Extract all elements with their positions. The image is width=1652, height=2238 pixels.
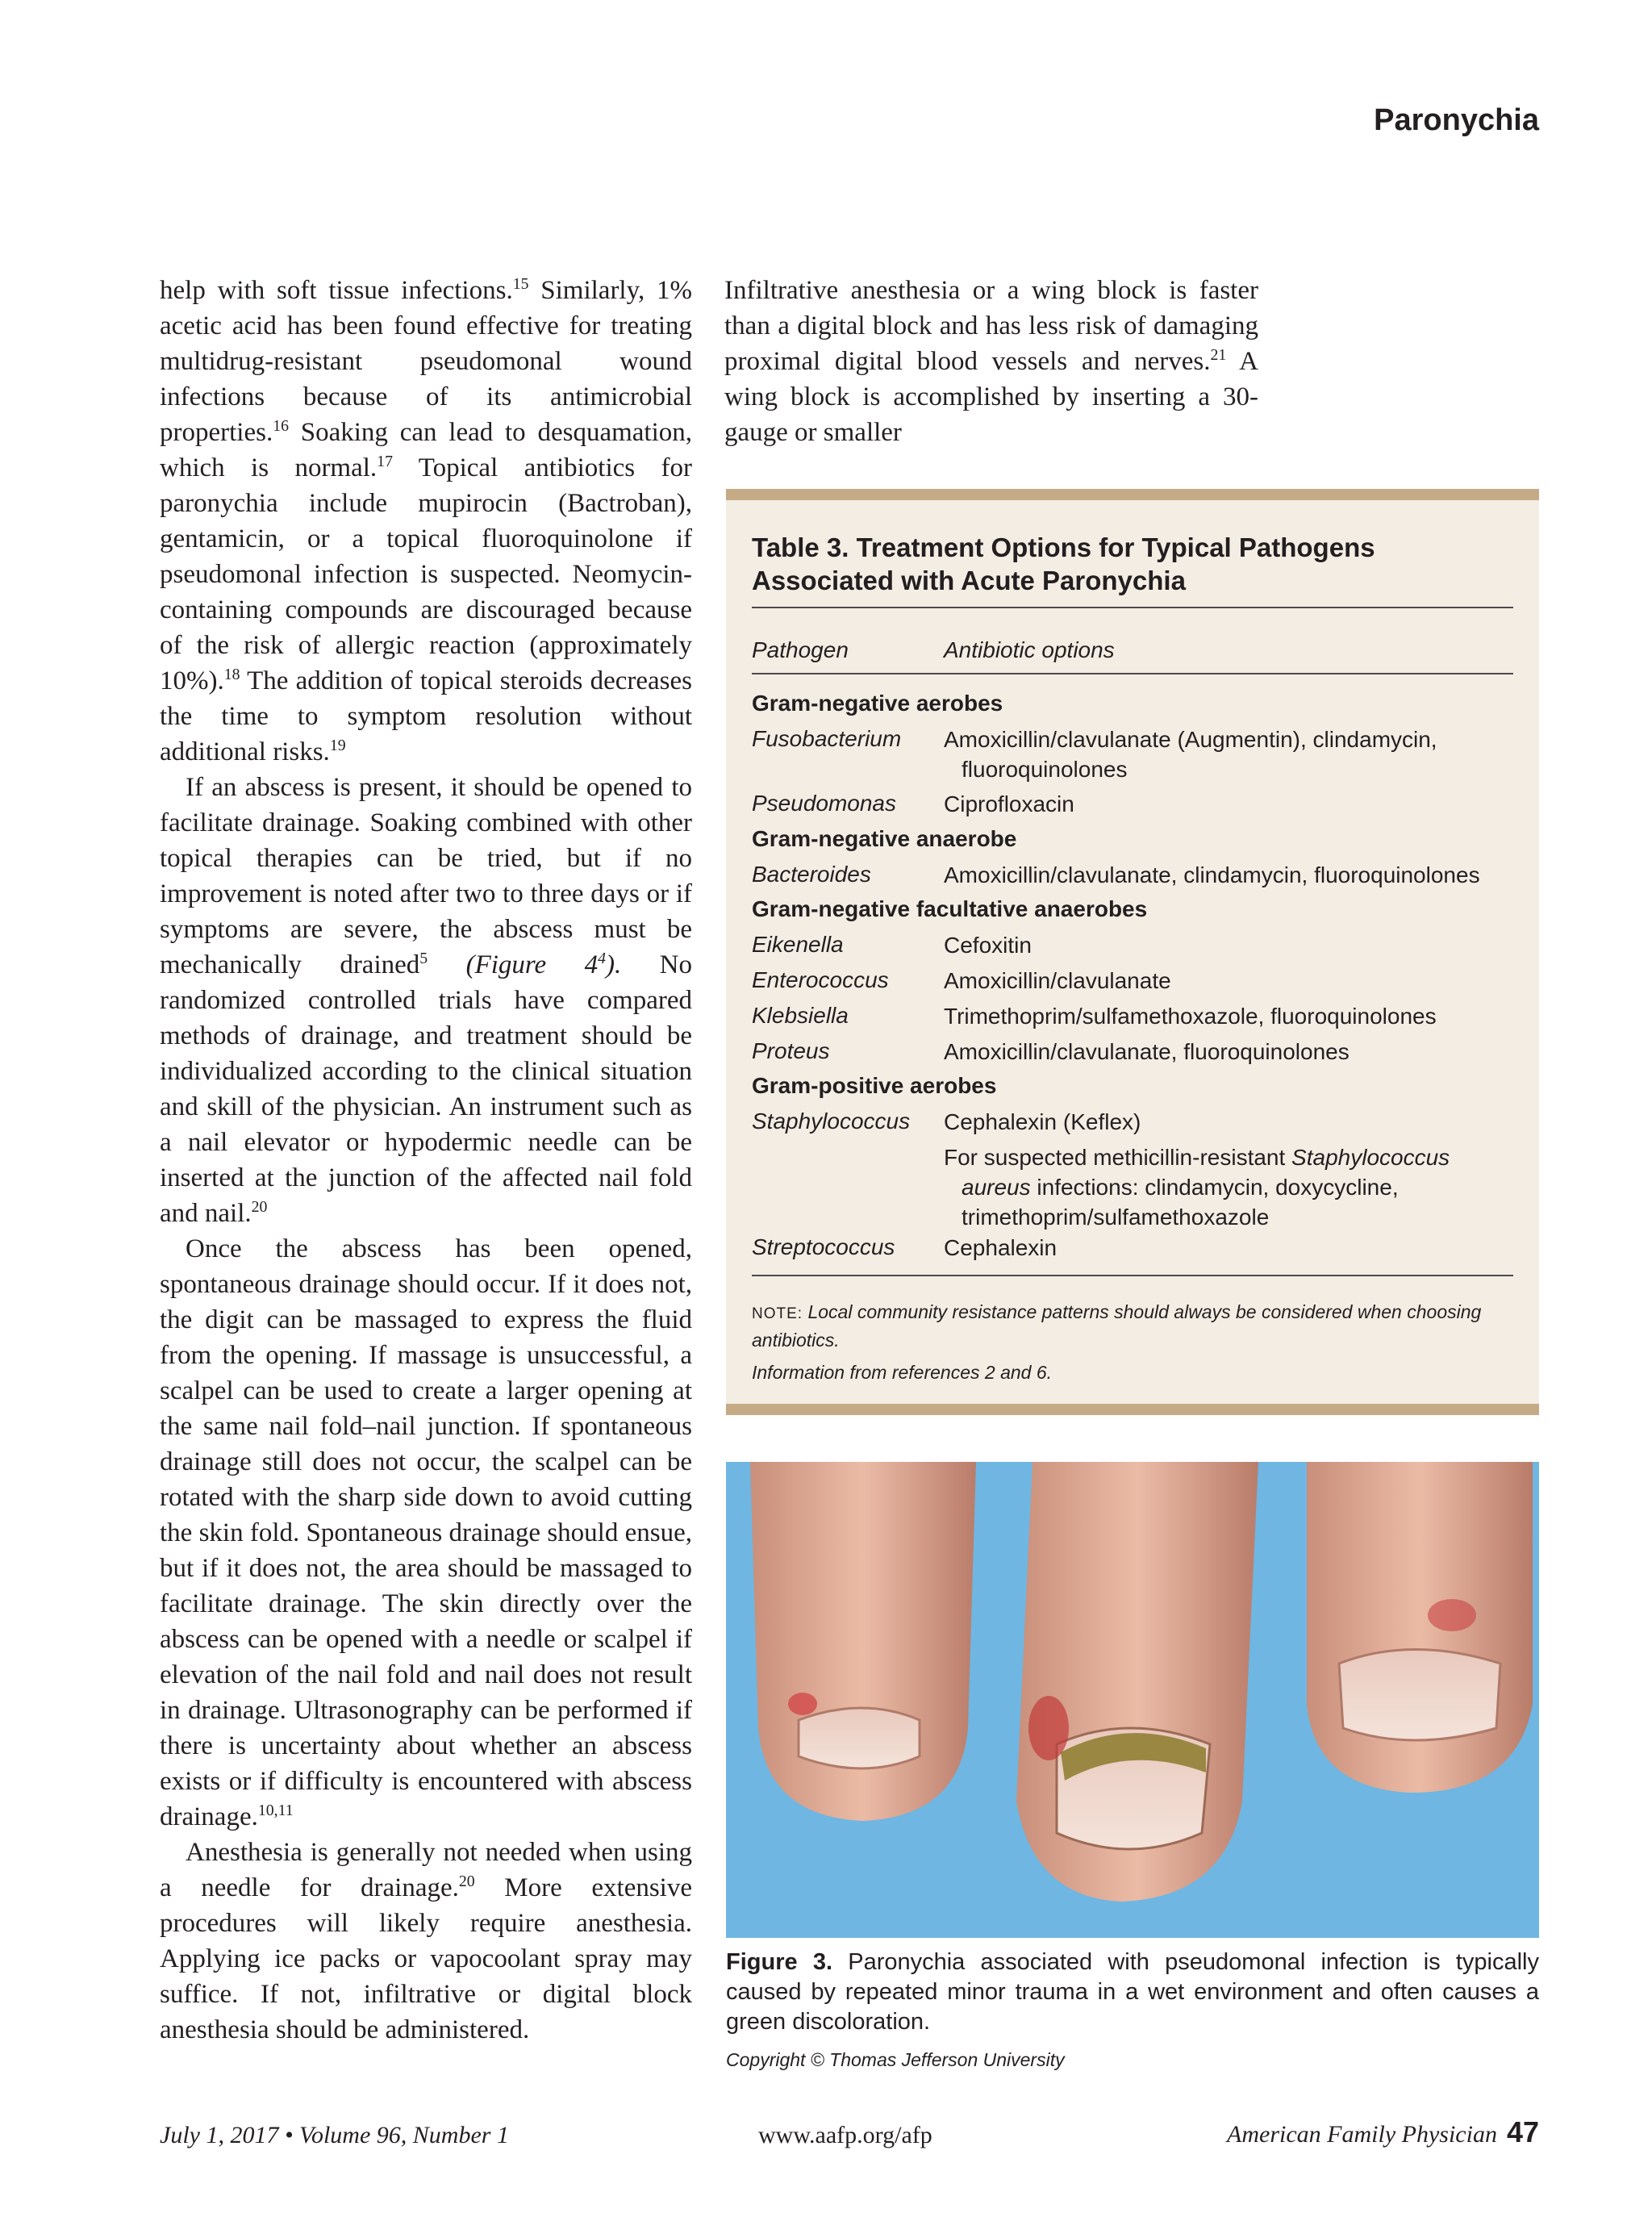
reference-superscript: 4	[598, 950, 606, 967]
table-pathogen: Proteus	[752, 1038, 830, 1063]
text-run: The addition of topical steroids decreases the time to symptom resolution without additional risks.	[160, 666, 692, 766]
paragraph-5	[724, 273, 1258, 450]
figure-reference-text: (Figure 4	[428, 950, 599, 979]
text-run: No randomized controlled trials have compared methods of drainage, and treatment should be individualized according to the clinical situation and skill of the physician. An instrument such as a nail elevator or hypodermic needle can be inserted at the junction of the affected nail fold and nail.	[160, 950, 692, 1228]
table-pathogen: Klebsiella	[752, 1003, 849, 1028]
text-run: A wing block is accomplished by inserting a 30-gauge or smaller	[724, 347, 1258, 447]
table-rule-top	[752, 607, 1513, 608]
antibiotic-line: For suspected methicillin-resistant	[944, 1145, 1292, 1170]
antibiotic-line: infections: clindamycin, doxycycline,	[1030, 1175, 1399, 1200]
table-pathogen: Bacteroides	[752, 862, 871, 887]
reference-superscript: 17	[377, 453, 393, 470]
table-note	[752, 1299, 1513, 1353]
text-run: Soaking can lead to desquamation, which is normal.	[160, 418, 692, 482]
finger-right	[1307, 1462, 1533, 1793]
reference-superscript: 5	[419, 950, 428, 967]
table-header-pathogen: Pathogen	[752, 637, 849, 662]
paragraph-4	[160, 1835, 692, 2048]
reference-superscript: 10,11	[257, 1802, 294, 1819]
paragraph-1	[160, 273, 692, 770]
table-pathogen: Eikenella	[752, 932, 844, 957]
table-group-heading: Gram-negative facultative anaerobes	[752, 896, 1148, 921]
page-number: 47	[1506, 2115, 1539, 2148]
table-antibiotic-cell: Amoxicillin/clavulanate, clindamycin, fluoroquinolones	[944, 862, 1480, 887]
table-group-heading: Gram-positive aerobes	[752, 1073, 997, 1098]
footer-url: www.aafp.org/afp	[758, 2122, 932, 2148]
text-run: Anesthesia is generally not needed when using a needle for drainage.	[160, 1838, 692, 1902]
figure-copyright: Copyright © Thomas Jefferson University	[726, 2049, 1065, 2070]
table-antibiotic-cell: Trimethoprim/sulfamethoxazole, fluoroquinolones	[944, 1004, 1437, 1029]
table-antibiotic-cell: Ciprofloxacin	[944, 791, 1074, 816]
table-group-heading: Gram-negative anaerobe	[752, 826, 1017, 851]
nail-left	[799, 1708, 920, 1768]
note-text: Local community resistance patterns should always be considered when choosing antibiotics.	[752, 1301, 1482, 1351]
table-antibiotic-cell: Amoxicillin/clavulanate, fluoroquinolones	[944, 1039, 1350, 1064]
antibiotic-line: Amoxicillin/clavulanate (Augmentin), clindamycin,	[944, 727, 1437, 752]
footer-journal	[1227, 2115, 1539, 2149]
table-group-heading: Gram-negative aerobes	[752, 691, 1003, 716]
table-pathogen: Staphylococcus	[752, 1109, 911, 1134]
nail-right	[1339, 1650, 1500, 1741]
note-label: NOTE:	[752, 1305, 803, 1322]
inflammation-left	[788, 1693, 817, 1715]
journal-name: American Family Physician	[1227, 2121, 1497, 2148]
reference-superscript: 20	[251, 1198, 268, 1216]
inflammation-middle	[1028, 1696, 1069, 1760]
reference-superscript: 20	[458, 1873, 475, 1890]
figure-caption	[726, 1948, 1539, 2037]
paragraph-3	[160, 1231, 692, 1835]
table-source: Information from references 2 and 6.	[752, 1362, 1053, 1383]
table-3-box	[726, 489, 1539, 1415]
reference-superscript: 15	[512, 275, 529, 293]
table-antibiotic-cell-mrsa	[944, 1142, 1508, 1232]
table-antibiotic-cell: Amoxicillin/clavulanate	[944, 968, 1171, 993]
reference-superscript: 18	[223, 666, 240, 683]
table-antibiotic-cell	[944, 724, 1508, 784]
table-rule-header	[752, 673, 1513, 674]
footer-issue-info: July 1, 2017 • Volume 96, Number 1	[160, 2122, 509, 2148]
figure-3-photo	[726, 1462, 1539, 1938]
reference-superscript: 16	[273, 417, 289, 435]
figure-reference-text: ).	[605, 950, 622, 979]
organism-name: Staphylococcus	[1291, 1145, 1450, 1170]
text-run: More extensive procedures will likely require anesthesia. Applying ice packs or vapocoolant spray may suffice. If not, infiltrative or digital block anesthesia should be administered.	[160, 1873, 692, 2044]
fingers-illustration	[726, 1462, 1539, 1938]
figure-caption-text: Paronychia associated with pseudomonal infection is typically caused by repeated minor trauma in a wet environment and often causes a green discoloration.	[726, 1949, 1539, 2035]
table-header-antibiotic-options: Antibiotic options	[944, 637, 1115, 662]
reference-superscript: 19	[329, 737, 346, 754]
table-antibiotic-cell: Cefoxitin	[944, 933, 1032, 958]
body-text-left-column	[160, 273, 692, 2048]
text-run: Topical antibiotics for paronychia include mupirocin (Bactroban), gentamicin, or a topical fluoroquinolone if pseudomonal infection is suspected. Neomycin-containing compounds are discouraged because of the risk of allergic reaction (approximately 10%).	[160, 453, 692, 695]
text-run: Once the abscess has been opened, spontaneous drainage should occur. If it does not, the digit can be massaged to express the fluid from the opening. If massage is unsuccessful, a scalpel can be used to create a larger opening at the same nail fold–nail junction. If spontaneous drainage still does not occur, the scalpel can be rotated with the sharp side down to avoid cutting the skin fold. Spontaneous drainage should ensue, but if it does not, the area should be massaged to facilitate drainage. The skin directly over the abscess can be opened with a needle or scalpel if elevation of the nail fold and nail does not result in drainage. Ultrasonography can be performed if there is uncertainty about whether an abscess exists or if difficulty is encountered with abscess drainage.	[160, 1234, 692, 1831]
figure-reference	[428, 950, 621, 979]
body-text-right-column	[724, 273, 1258, 450]
table-title: Table 3. Treatment Options for Typical Pathogens Associated with Acute Paronychia	[752, 532, 1375, 595]
antibiotic-line: fluoroquinolones	[962, 757, 1128, 782]
table-antibiotic-cell: Cephalexin (Keflex)	[944, 1109, 1141, 1134]
paragraph-2	[160, 770, 692, 1231]
text-run: help with soft tissue infections.	[160, 276, 513, 305]
text-run: If an abscess is present, it should be opened to facilitate drainage. Soaking combined with other topical therapies can be tried, but if no improvement is noted after two to three days or if symptoms are severe, the abscess must be mechanically drained	[160, 773, 692, 979]
text-run: Infiltrative anesthesia or a wing block is faster than a digital block and has less risk of damaging proximal digital blood vessels and nerves.	[724, 276, 1258, 376]
reference-superscript: 21	[1210, 346, 1227, 364]
antibiotic-line: trimethoprim/sulfamethoxazole	[962, 1205, 1270, 1230]
running-head: Paronychia	[1374, 103, 1539, 137]
table-rule-bottom	[752, 1275, 1513, 1276]
table-pathogen: Streptococcus	[752, 1234, 895, 1259]
table-pathogen: Fusobacterium	[752, 726, 902, 751]
figure-label: Figure 3.	[726, 1949, 833, 1975]
table-antibiotic-cell: Cephalexin	[944, 1235, 1058, 1260]
inflammation-right	[1428, 1599, 1476, 1631]
organism-name: aureus	[962, 1175, 1031, 1200]
text-run: Similarly, 1% acetic acid has been found effective for treating multidrug-resistant pseudomonal wound infections because of its antimicrobial properties.	[160, 276, 692, 447]
table-pathogen: Enterococcus	[752, 967, 889, 992]
table-pathogen: Pseudomonas	[752, 791, 897, 816]
